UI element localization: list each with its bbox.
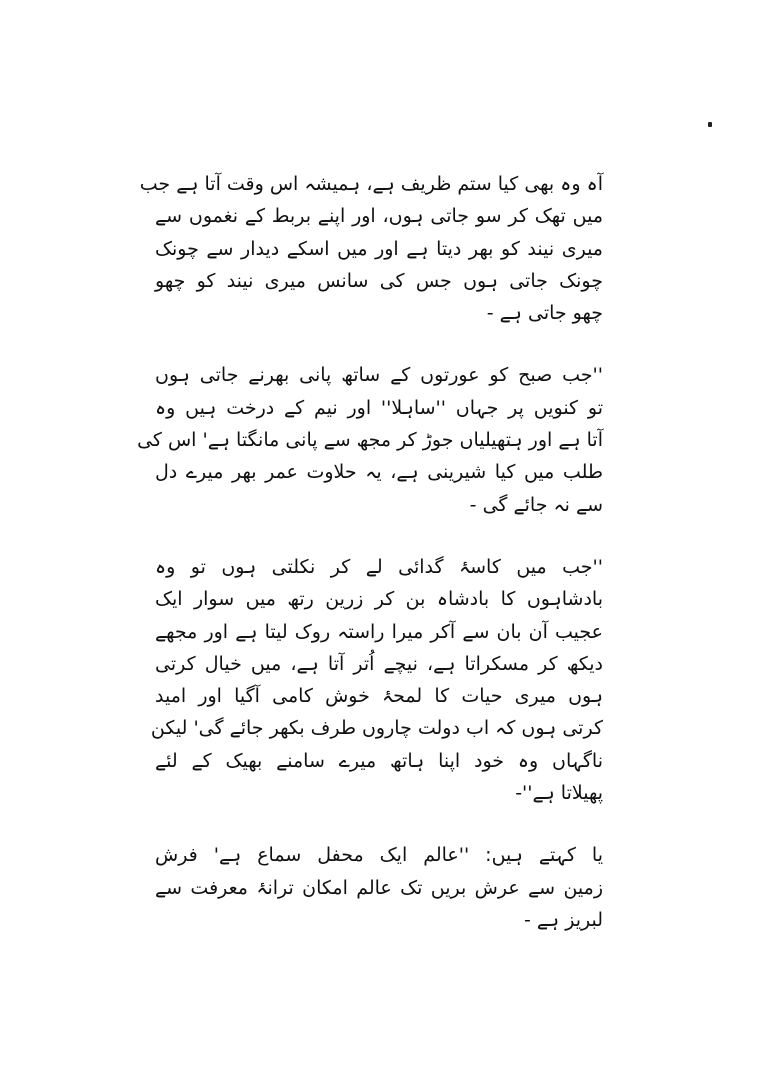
text-line: کرتی ہوں کہ اب دولت چاروں طرف بکھر جائے گی' لیکن [150, 717, 603, 740]
text-line: طلب میں کیا شیرینی ہے، یہ حلاوت عمر بھر میرے دل [155, 461, 603, 484]
text-line: پھیلاتا ہے''- [515, 782, 603, 805]
text-line: سے نہ جائے گی - [469, 493, 603, 516]
paragraph-gap [155, 521, 603, 551]
body-text [137, 168, 603, 936]
paragraph-3 [150, 551, 603, 809]
text-line: چونک جاتی ہوں جس کی سانس میری نیند کو چھو [155, 269, 603, 292]
paragraph-2 [137, 359, 603, 520]
text-line: لبریز ہے - [524, 908, 603, 931]
paragraph-4 [155, 839, 603, 936]
text-line: چھو جاتی ہے - [486, 302, 603, 325]
stray-ink-mark [708, 122, 712, 127]
text-line: زمین سے عرش بریں تک عالم امکان ترانۂ معرفت سے [155, 876, 603, 899]
text-line: میں تھک کر سو جاتی ہوں، اور اپنے بربط کے نغموں سے [155, 205, 603, 228]
text-line: عجیب آن بان سے آکر میرا راستہ روک لیتا ہے اور مجھے [155, 620, 603, 643]
text-line: ہوں میری حیات کا لمحۂ خوش کامی آگیا اور امید [155, 685, 603, 708]
text-line: دیکھ کر مسکراتا ہے، نیچے اُتر آتا ہے، میں خیال کرتی [155, 652, 603, 675]
text-line: آہ وہ بھی کیا ستم ظریف ہے، ہمیشہ اس وقت آتا ہے جب [139, 173, 603, 195]
paragraph-gap [155, 329, 603, 359]
text-line: ''جب میں کاسۂ گدائی لے کر نکلتی ہوں تو وہ [155, 555, 603, 578]
text-line: ''جب صبح کو عورتوں کے ساتھ پانی بھرنے جاتی ہوں [155, 364, 603, 387]
text-line: آتا ہے اور ہتھیلیاں جوڑ کر مجھ سے پانی مانگتا ہے' اس کی [137, 429, 603, 452]
paragraph-gap [155, 809, 603, 839]
text-line: بادشاہوں کا بادشاہ بن کر زرین رتھ میں سوار ایک [155, 588, 603, 611]
paragraph-1 [139, 168, 603, 329]
text-line: ناگہاں وہ خود اپنا ہاتھ میرے سامنے بھیک کے لئے [155, 749, 603, 772]
text-line: میری نیند کو بھر دیتا ہے اور میں اسکے دیدار سے چونک [155, 237, 603, 260]
text-line: یا کہتے ہیں: ''عالم ایک محفل سماع ہے' فرش [155, 844, 603, 867]
text-line: تو کنویں پر جہاں ''ساہلا'' اور نیم کے درخت ہیں وہ [155, 396, 603, 419]
